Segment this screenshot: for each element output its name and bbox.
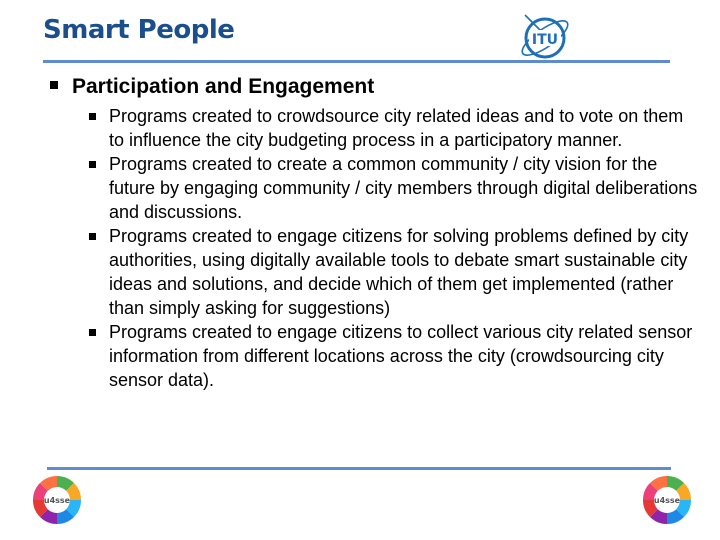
bullet-square-icon [50, 81, 58, 89]
bullet-square-icon [89, 233, 96, 240]
u4sse-logo [31, 474, 83, 526]
bullet-square-icon [89, 161, 96, 168]
section-heading-label: Participation and Engagement [72, 75, 375, 98]
title-divider [43, 60, 670, 63]
u4sse-logo [641, 474, 693, 526]
bullet-square-icon [89, 113, 96, 120]
section-heading [50, 75, 374, 99]
list-item [88, 224, 703, 320]
footer-divider [47, 467, 671, 470]
bullet-text: Programs created to crowdsource city related ideas and to vote on them to influence the city budgeting process in a participatory manner. [109, 106, 684, 150]
bullet-square-icon [89, 329, 96, 336]
list-item [88, 104, 703, 152]
svg-text:ITU: ITU [531, 32, 559, 48]
bullet-text: Programs created to create a common community / city vision for the future by engaging community / city members through digital deliberations and discussions. [109, 154, 698, 222]
svg-text:u4sse: u4sse [43, 496, 71, 505]
page-title: Smart People [43, 15, 235, 45]
itu-logo [515, 11, 575, 63]
list-item [88, 152, 703, 224]
svg-text:u4sse: u4sse [653, 496, 681, 505]
bullet-text: Programs created to engage citizens for solving problems defined by city authorities, using digitally available tools to debate smart sustainable city ideas and solutions, and decide which of them get implemented (rather than simply asking for suggestions) [109, 226, 689, 318]
bullet-list [88, 104, 703, 392]
list-item [88, 320, 703, 392]
bullet-text: Programs created to engage citizens to collect various city related sensor information from different locations across the city (crowdsourcing city sensor data). [109, 322, 693, 390]
